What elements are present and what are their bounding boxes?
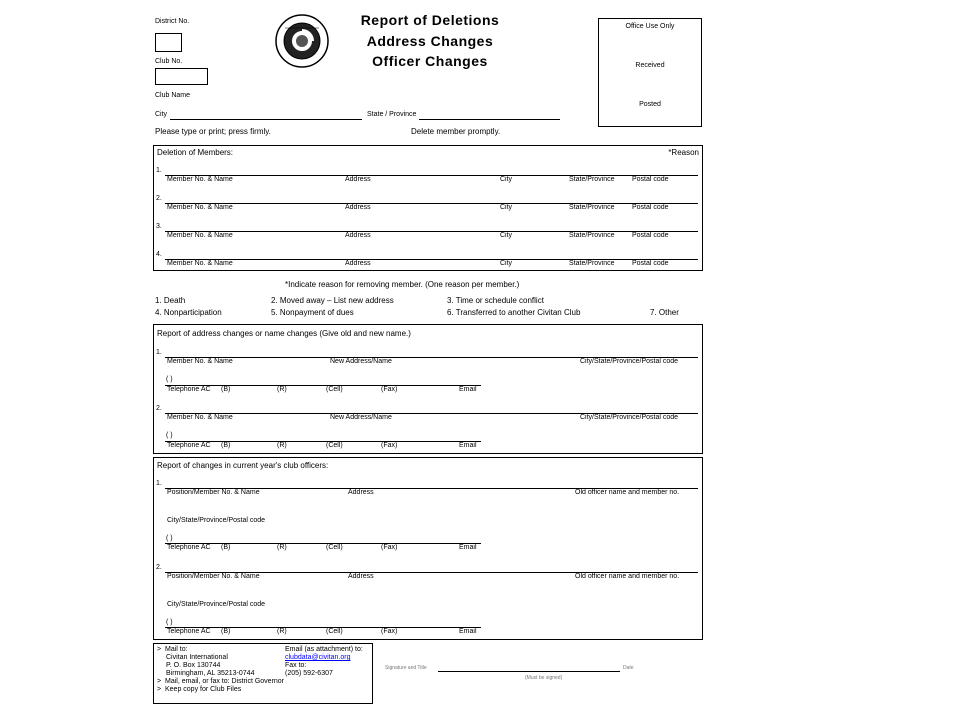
name-label: Member No. & Name: [167, 358, 233, 365]
reason-heading: *Reason: [668, 148, 699, 157]
city-line[interactable]: [170, 119, 362, 120]
phone-r-label: (R): [277, 544, 287, 551]
phone-line[interactable]: [165, 543, 481, 544]
phone-fax-label: (Fax): [381, 386, 398, 393]
received-label: Received: [635, 62, 665, 69]
phone-b-label: (B): [221, 386, 231, 393]
title-line-1: Report of Deletions: [360, 12, 500, 28]
old-officer-label: Old officer name and member no.: [575, 573, 680, 580]
state-label: State/Province: [569, 176, 615, 183]
name-label: Member No. & Name: [167, 232, 233, 239]
mail-to-label: > Mail to:: [157, 646, 188, 653]
phone-email-label: Email: [459, 544, 477, 551]
city-zip: Birmingham, AL 35213-0744: [166, 670, 255, 677]
phone-fax-label: (Fax): [381, 442, 398, 449]
city-state-label: City/State/Province/Postal code: [580, 414, 679, 421]
old-officer-label: Old officer name and member no.: [575, 489, 680, 496]
email-wrapper: [285, 654, 350, 661]
postal-label: Postal code: [632, 204, 669, 211]
phone-label: Telephone AC: [167, 544, 211, 551]
phone-label: Telephone AC: [167, 628, 211, 635]
new-address-label: New Address/Name: [330, 358, 392, 365]
fax-number: (205) 592-6307: [285, 670, 333, 677]
phone-r-label: (R): [277, 442, 287, 449]
po-box: P. O. Box 130744: [166, 662, 221, 669]
city-state-label: City/State/Province/Postal code: [167, 517, 266, 524]
entry-number: 1.: [156, 167, 162, 174]
reasons-intro: *Indicate reason for removing member. (One reason per member.): [285, 280, 520, 289]
keep-copy: > Keep copy for Club Files: [157, 686, 242, 693]
phone-email-label: Email: [459, 442, 477, 449]
email-link[interactable]: clubdata@civitan.org: [285, 654, 351, 661]
phone-fax-label: (Fax): [381, 628, 398, 635]
phone-email-label: Email: [459, 386, 477, 393]
instruction-left: Please type or print; press firmly.: [155, 127, 271, 136]
phone-cell-label: (Cell): [326, 386, 343, 393]
phone-parens: ( ): [166, 376, 173, 383]
phone-label: Telephone AC: [167, 442, 211, 449]
address-label: Address: [348, 573, 374, 580]
title-line-3: Officer Changes: [372, 53, 488, 69]
fax-label: Fax to:: [285, 662, 307, 669]
address-changes-heading: Report of address changes or name changes (Give old and new name.): [157, 329, 411, 338]
entry-line[interactable]: [165, 231, 698, 232]
entry-line[interactable]: [165, 259, 698, 260]
officer-changes-heading: Report of changes in current year's club officers:: [157, 461, 329, 470]
club-no-field[interactable]: [155, 68, 208, 85]
civitan-logo: [275, 14, 329, 68]
city-label: City: [500, 204, 513, 211]
phone-cell-label: (Cell): [326, 544, 343, 551]
city-label: City: [500, 176, 513, 183]
office-use-title: Office Use Only: [625, 23, 675, 30]
reason-3: 3. Time or schedule conflict: [447, 296, 544, 305]
city-state-label: City/State/Province/Postal code: [580, 358, 679, 365]
date-label: Date: [623, 665, 634, 671]
state-label: State/Province: [569, 204, 615, 211]
phone-fax-label: (Fax): [381, 544, 398, 551]
entry-number: 1.: [156, 349, 162, 356]
entry-number: 2.: [156, 564, 162, 571]
reason-2: 2. Moved away – List new address: [271, 296, 394, 305]
phone-email-label: Email: [459, 628, 477, 635]
phone-line[interactable]: [165, 441, 481, 442]
district-label: District No.: [155, 18, 190, 25]
officer-changes-section: [153, 457, 703, 640]
phone-r-label: (R): [277, 628, 287, 635]
office-use-box: [598, 18, 702, 127]
phone-parens: ( ): [166, 619, 173, 626]
entry-number: 2.: [156, 405, 162, 412]
entry-number: 4.: [156, 251, 162, 258]
state-label: State/Province: [569, 232, 615, 239]
entry-number: 3.: [156, 223, 162, 230]
club-no-label: Club No.: [155, 58, 183, 65]
title-line-2: Address Changes: [366, 33, 494, 49]
position-label: Position/Member No. & Name: [167, 489, 260, 496]
address-label: Address: [345, 204, 371, 211]
city-label: City: [500, 232, 513, 239]
postal-label: Postal code: [632, 260, 669, 267]
signature-label: Signature and Title: [385, 665, 427, 671]
phone-b-label: (B): [221, 628, 231, 635]
deletions-section: [153, 145, 703, 271]
position-label: Position/Member No. & Name: [167, 573, 260, 580]
name-label: Member No. & Name: [167, 204, 233, 211]
state-label: State / Province: [367, 111, 417, 118]
phone-cell-label: (Cell): [326, 442, 343, 449]
deletions-heading: Deletion of Members:: [157, 148, 234, 157]
address-label: Address: [348, 489, 374, 496]
address-label: Address: [345, 260, 371, 267]
state-label: State/Province: [569, 260, 615, 267]
reason-1: 1. Death: [155, 296, 186, 305]
phone-cell-label: (Cell): [326, 628, 343, 635]
phone-line[interactable]: [165, 385, 481, 386]
address-label: Address: [345, 232, 371, 239]
state-line[interactable]: [419, 119, 560, 120]
name-label: Member No. & Name: [167, 414, 233, 421]
instruction-right: Delete member promptly.: [411, 127, 501, 136]
city-label: City: [500, 260, 513, 267]
name-label: Member No. & Name: [167, 260, 233, 267]
mail-instructions-box: [153, 643, 373, 704]
entry-line[interactable]: [165, 175, 698, 176]
must-sign-note: (Must be signed): [525, 675, 563, 681]
phone-r-label: (R): [277, 386, 287, 393]
postal-label: Postal code: [632, 176, 669, 183]
mail-governor: > Mail, email, or fax to: District Governor: [157, 678, 285, 685]
email-label: Email (as attachment) to:: [285, 646, 363, 653]
phone-label: Telephone AC: [167, 386, 211, 393]
reason-7: 7. Other: [650, 308, 679, 317]
phone-b-label: (B): [221, 544, 231, 551]
club-name-label: Club Name: [155, 92, 191, 99]
phone-parens: ( ): [166, 535, 173, 542]
district-field[interactable]: [155, 33, 182, 52]
postal-label: Postal code: [632, 232, 669, 239]
reason-6: 6. Transferred to another Civitan Club: [447, 308, 581, 317]
city-state-label: City/State/Province/Postal code: [167, 601, 266, 608]
entry-number: 1.: [156, 480, 162, 487]
address-changes-section: [153, 324, 703, 454]
entry-number: 2.: [156, 195, 162, 202]
city-label: City: [155, 111, 168, 118]
reason-5: 5. Nonpayment of dues: [271, 308, 354, 317]
entry-line[interactable]: [165, 203, 698, 204]
org-name: Civitan International: [166, 654, 228, 661]
new-address-label: New Address/Name: [330, 414, 392, 421]
phone-b-label: (B): [221, 442, 231, 449]
phone-line[interactable]: [165, 627, 481, 628]
posted-label: Posted: [639, 101, 661, 108]
name-label: Member No. & Name: [167, 176, 233, 183]
phone-parens: ( ): [166, 432, 173, 439]
reason-4: 4. Nonparticipation: [155, 308, 222, 317]
signature-line[interactable]: [438, 671, 620, 672]
address-label: Address: [345, 176, 371, 183]
